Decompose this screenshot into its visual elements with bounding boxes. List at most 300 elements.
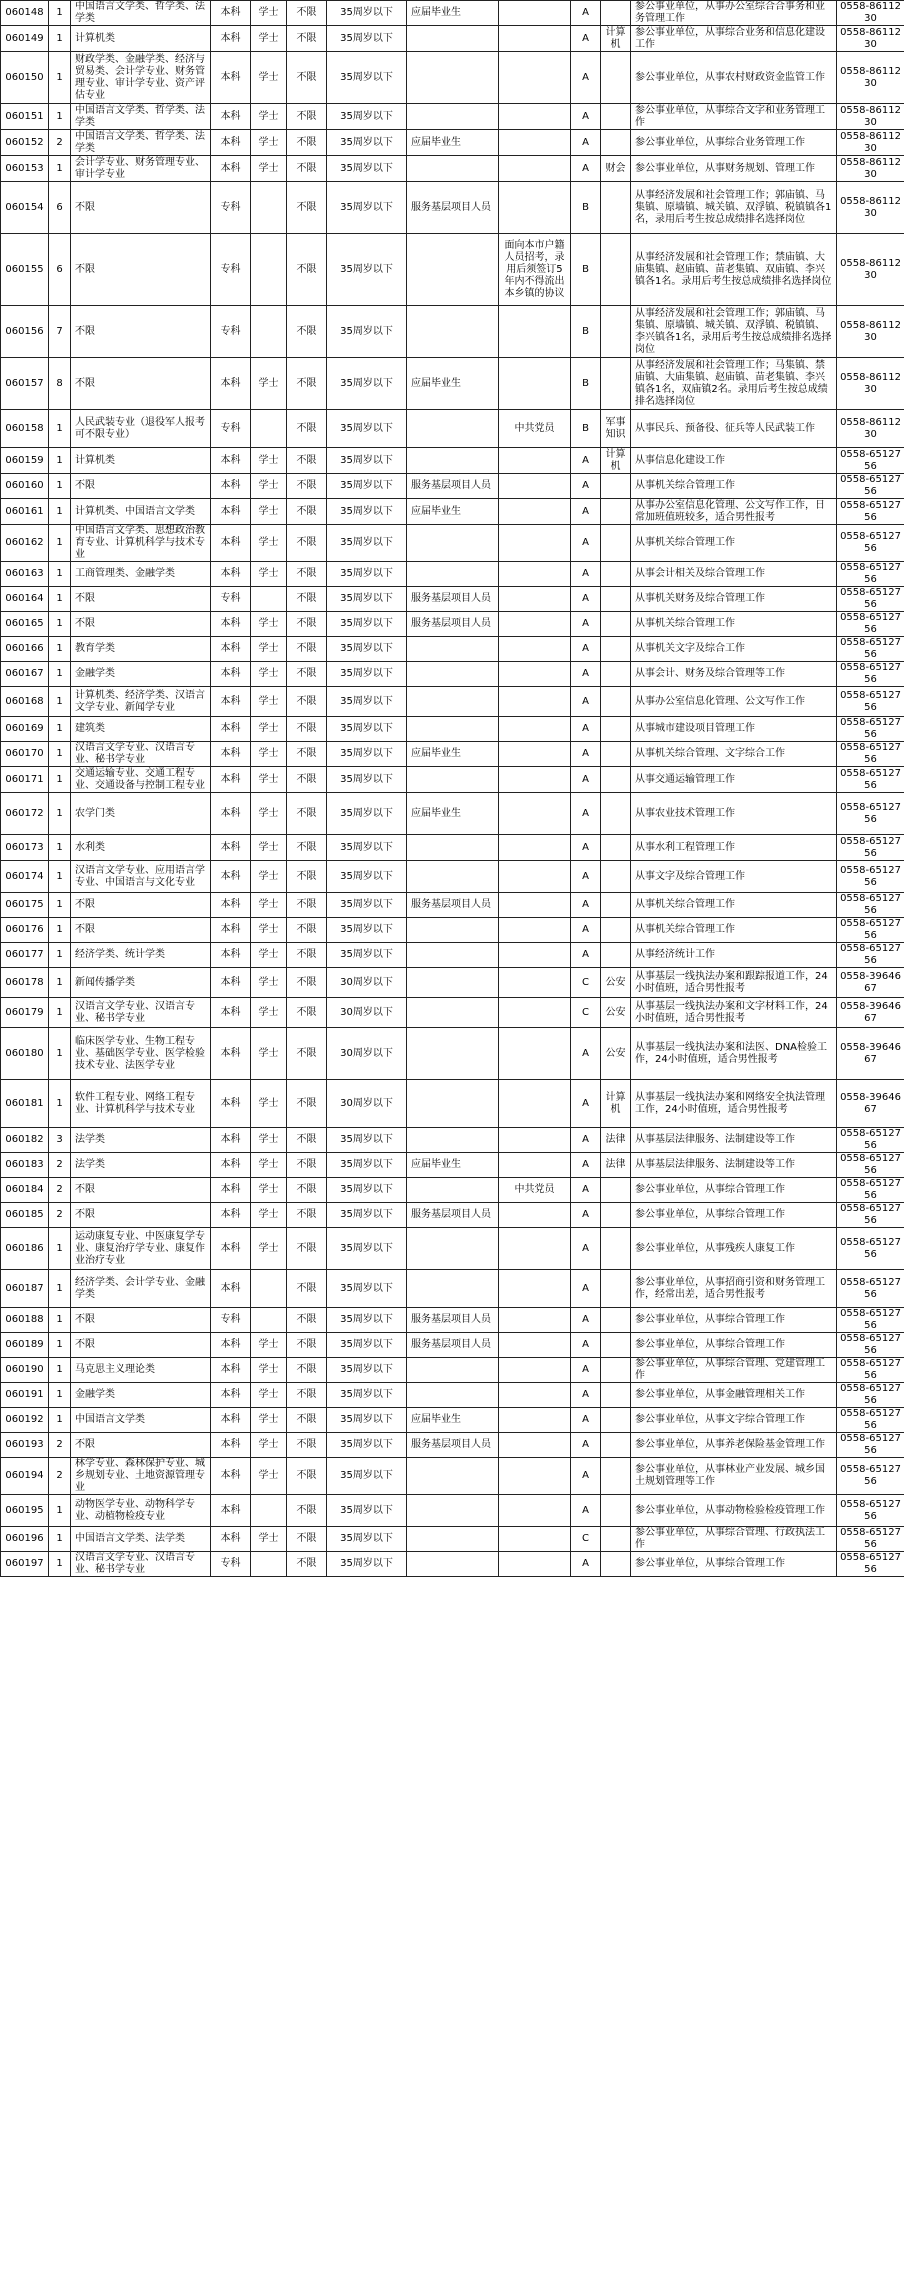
cell-exam: 计算机 xyxy=(601,448,631,474)
cell-count: 1 xyxy=(49,499,71,525)
cell-age: 35周岁以下 xyxy=(327,52,407,104)
cell-edu: 本科 xyxy=(211,52,251,104)
cell-exam xyxy=(601,1,631,26)
table-row xyxy=(1,1458,904,1495)
table-row xyxy=(1,306,904,358)
cell-pol: 不限 xyxy=(287,662,327,687)
table-row xyxy=(1,717,904,742)
table-row xyxy=(1,1552,904,1577)
cell-code: 060180 xyxy=(1,1028,49,1080)
cell-exam xyxy=(601,1358,631,1383)
cell-phone: 0558-6512756 xyxy=(837,587,904,612)
cell-pol: 不限 xyxy=(287,1080,327,1128)
table-row xyxy=(1,1,904,26)
cell-count: 7 xyxy=(49,306,71,358)
cell-edu: 本科 xyxy=(211,499,251,525)
cell-note: 参公事业单位，从事综合管理工作 xyxy=(631,1552,837,1577)
cell-age: 35周岁以下 xyxy=(327,1228,407,1270)
cell-exam: 法律 xyxy=(601,1128,631,1153)
cell-exam xyxy=(601,562,631,587)
cell-edu: 本科 xyxy=(211,918,251,943)
cell-note: 从事文字及综合管理工作 xyxy=(631,861,837,893)
cell-degree: 学士 xyxy=(251,104,287,130)
cell-age: 35周岁以下 xyxy=(327,1153,407,1178)
cell-count: 1 xyxy=(49,410,71,448)
cell-edu: 本科 xyxy=(211,1128,251,1153)
cell-phone: 0558-6512756 xyxy=(837,893,904,918)
cell-code: 060184 xyxy=(1,1178,49,1203)
cell-code: 060153 xyxy=(1,156,49,182)
cell-exam xyxy=(601,767,631,793)
cell-degree: 学士 xyxy=(251,1203,287,1228)
cell-edu: 本科 xyxy=(211,104,251,130)
cell-cond xyxy=(407,662,499,687)
table-row xyxy=(1,1228,904,1270)
cell-degree: 学士 xyxy=(251,156,287,182)
cell-cond xyxy=(407,918,499,943)
cell-cond xyxy=(407,1383,499,1408)
cell-code: 060155 xyxy=(1,234,49,306)
cell-count: 1 xyxy=(49,26,71,52)
cell-code: 060169 xyxy=(1,717,49,742)
cell-exam: 公安 xyxy=(601,968,631,998)
cell-code: 060170 xyxy=(1,742,49,767)
cell-phone: 0558-8611230 xyxy=(837,1,904,26)
cell-other xyxy=(499,835,571,861)
cell-edu: 本科 xyxy=(211,717,251,742)
cell-phone: 0558-8611230 xyxy=(837,26,904,52)
cell-count: 3 xyxy=(49,1128,71,1153)
cell-cond xyxy=(407,410,499,448)
table-row xyxy=(1,835,904,861)
cell-exam: 计算机 xyxy=(601,26,631,52)
cell-exam xyxy=(601,234,631,306)
cell-note: 从事办公室信息化管理、公文写作工作，日常加班值班较多，适合男性报考 xyxy=(631,499,837,525)
cell-phone: 0558-8611230 xyxy=(837,306,904,358)
cell-major: 中国语言文学类、思想政治教育专业、计算机科学与技术专业 xyxy=(71,525,211,562)
cell-cond: 应届毕业生 xyxy=(407,1,499,26)
cell-note: 参公事业单位，从事林业产业发展、城乡国土规划管理等工作 xyxy=(631,1458,837,1495)
cell-pol: 不限 xyxy=(287,1495,327,1527)
cell-cond xyxy=(407,1552,499,1577)
cell-phone: 0558-6512756 xyxy=(837,662,904,687)
cell-degree: 学士 xyxy=(251,998,287,1028)
cell-code: 060187 xyxy=(1,1270,49,1308)
cell-other xyxy=(499,587,571,612)
cell-cat: A xyxy=(571,104,601,130)
cell-cat: A xyxy=(571,52,601,104)
cell-code: 060189 xyxy=(1,1333,49,1358)
cell-code: 060194 xyxy=(1,1458,49,1495)
cell-other xyxy=(499,156,571,182)
cell-edu: 本科 xyxy=(211,893,251,918)
cell-note: 从事民兵、预备役、征兵等人民武装工作 xyxy=(631,410,837,448)
cell-age: 35周岁以下 xyxy=(327,448,407,474)
cell-note: 从事基层一线执法办案和网络安全执法管理工作，24小时值班，适合男性报考 xyxy=(631,1080,837,1128)
table-row xyxy=(1,234,904,306)
cell-degree xyxy=(251,1270,287,1308)
cell-degree: 学士 xyxy=(251,1358,287,1383)
cell-age: 35周岁以下 xyxy=(327,1333,407,1358)
table-row xyxy=(1,1433,904,1458)
cell-degree: 学士 xyxy=(251,835,287,861)
cell-phone: 0558-8611230 xyxy=(837,234,904,306)
cell-phone: 0558-6512756 xyxy=(837,499,904,525)
cell-cond: 应届毕业生 xyxy=(407,1408,499,1433)
cell-exam: 计算机 xyxy=(601,1080,631,1128)
cell-major: 新闻传播学类 xyxy=(71,968,211,998)
cell-count: 1 xyxy=(49,562,71,587)
table-row xyxy=(1,662,904,687)
cell-code: 060160 xyxy=(1,474,49,499)
cell-age: 35周岁以下 xyxy=(327,474,407,499)
cell-phone: 0558-8611230 xyxy=(837,156,904,182)
cell-edu: 专科 xyxy=(211,1552,251,1577)
cell-edu: 本科 xyxy=(211,1458,251,1495)
cell-degree: 学士 xyxy=(251,474,287,499)
cell-edu: 专科 xyxy=(211,182,251,234)
cell-cond xyxy=(407,306,499,358)
cell-pol: 不限 xyxy=(287,861,327,893)
cell-age: 35周岁以下 xyxy=(327,861,407,893)
cell-exam xyxy=(601,717,631,742)
table-row xyxy=(1,499,904,525)
cell-pol: 不限 xyxy=(287,104,327,130)
cell-major: 农学门类 xyxy=(71,793,211,835)
table-row xyxy=(1,474,904,499)
cell-degree: 学士 xyxy=(251,1153,287,1178)
cell-major: 交通运输专业、交通工程专业、交通设备与控制工程专业 xyxy=(71,767,211,793)
cell-degree: 学士 xyxy=(251,1458,287,1495)
cell-major: 不限 xyxy=(71,182,211,234)
cell-other xyxy=(499,1552,571,1577)
cell-major: 中国语言文学类、哲学类、法学类 xyxy=(71,1,211,26)
table-row xyxy=(1,410,904,448)
cell-phone: 0558-6512756 xyxy=(837,861,904,893)
cell-edu: 本科 xyxy=(211,767,251,793)
table-row xyxy=(1,525,904,562)
cell-other xyxy=(499,1383,571,1408)
cell-note: 参公事业单位，从事综合管理工作 xyxy=(631,1178,837,1203)
cell-other xyxy=(499,52,571,104)
cell-exam xyxy=(601,52,631,104)
cell-cond: 服务基层项目人员 xyxy=(407,1203,499,1228)
cell-age: 35周岁以下 xyxy=(327,130,407,156)
cell-cond xyxy=(407,968,499,998)
cell-note: 参公事业单位，从事综合业务和信息化建设工作 xyxy=(631,26,837,52)
cell-degree: 学士 xyxy=(251,861,287,893)
cell-phone: 0558-8611230 xyxy=(837,104,904,130)
cell-edu: 本科 xyxy=(211,1433,251,1458)
cell-cond: 服务基层项目人员 xyxy=(407,612,499,637)
cell-exam: 公安 xyxy=(601,1028,631,1080)
cell-phone: 0558-6512756 xyxy=(837,835,904,861)
cell-exam xyxy=(601,182,631,234)
cell-pol: 不限 xyxy=(287,1527,327,1552)
cell-phone: 0558-6512756 xyxy=(837,1153,904,1178)
cell-cond xyxy=(407,52,499,104)
cell-cat: A xyxy=(571,1433,601,1458)
cell-pol: 不限 xyxy=(287,742,327,767)
table-body xyxy=(1,1,904,1577)
cell-edu: 本科 xyxy=(211,1270,251,1308)
cell-degree: 学士 xyxy=(251,130,287,156)
cell-exam xyxy=(601,893,631,918)
cell-degree: 学士 xyxy=(251,687,287,717)
cell-phone: 0558-8611230 xyxy=(837,358,904,410)
cell-pol: 不限 xyxy=(287,835,327,861)
cell-count: 1 xyxy=(49,1,71,26)
cell-code: 060177 xyxy=(1,943,49,968)
cell-code: 060191 xyxy=(1,1383,49,1408)
cell-code: 060157 xyxy=(1,358,49,410)
cell-cat: A xyxy=(571,1178,601,1203)
cell-exam xyxy=(601,1527,631,1552)
table-row xyxy=(1,687,904,717)
cell-edu: 本科 xyxy=(211,1178,251,1203)
cell-age: 35周岁以下 xyxy=(327,499,407,525)
cell-age: 35周岁以下 xyxy=(327,717,407,742)
cell-age: 35周岁以下 xyxy=(327,410,407,448)
table-row xyxy=(1,26,904,52)
cell-degree: 学士 xyxy=(251,637,287,662)
cell-cond xyxy=(407,1128,499,1153)
cell-edu: 本科 xyxy=(211,662,251,687)
cell-phone: 0558-6512756 xyxy=(837,1495,904,1527)
cell-cat: A xyxy=(571,835,601,861)
cell-edu: 本科 xyxy=(211,1495,251,1527)
cell-other xyxy=(499,1228,571,1270)
cell-pol: 不限 xyxy=(287,918,327,943)
cell-pol: 不限 xyxy=(287,52,327,104)
cell-edu: 本科 xyxy=(211,448,251,474)
cell-phone: 0558-6512756 xyxy=(837,767,904,793)
cell-pol: 不限 xyxy=(287,1358,327,1383)
cell-major: 法学类 xyxy=(71,1153,211,1178)
cell-cond: 服务基层项目人员 xyxy=(407,1308,499,1333)
cell-major: 经济学类、统计学类 xyxy=(71,943,211,968)
cell-exam xyxy=(601,306,631,358)
cell-exam xyxy=(601,1495,631,1527)
cell-note: 从事城市建设项目管理工作 xyxy=(631,717,837,742)
cell-code: 060149 xyxy=(1,26,49,52)
cell-count: 8 xyxy=(49,358,71,410)
table-row xyxy=(1,156,904,182)
cell-pol: 不限 xyxy=(287,474,327,499)
cell-other xyxy=(499,943,571,968)
cell-degree: 学士 xyxy=(251,1,287,26)
cell-phone: 0558-6512756 xyxy=(837,525,904,562)
cell-age: 35周岁以下 xyxy=(327,793,407,835)
cell-count: 1 xyxy=(49,687,71,717)
cell-count: 1 xyxy=(49,1408,71,1433)
cell-phone: 0558-3964667 xyxy=(837,1080,904,1128)
cell-age: 35周岁以下 xyxy=(327,637,407,662)
cell-degree xyxy=(251,182,287,234)
cell-code: 060164 xyxy=(1,587,49,612)
cell-pol: 不限 xyxy=(287,499,327,525)
cell-major: 计算机类、中国语言文学类 xyxy=(71,499,211,525)
table-row xyxy=(1,1333,904,1358)
cell-degree: 学士 xyxy=(251,1178,287,1203)
cell-exam xyxy=(601,1270,631,1308)
cell-cat: A xyxy=(571,26,601,52)
cell-edu: 本科 xyxy=(211,835,251,861)
cell-cond: 服务基层项目人员 xyxy=(407,182,499,234)
cell-pol: 不限 xyxy=(287,358,327,410)
cell-code: 060188 xyxy=(1,1308,49,1333)
cell-phone: 0558-6512756 xyxy=(837,1552,904,1577)
cell-pol: 不限 xyxy=(287,156,327,182)
cell-pol: 不限 xyxy=(287,182,327,234)
cell-count: 1 xyxy=(49,1080,71,1128)
cell-major: 软件工程专业、网络工程专业、计算机科学与技术专业 xyxy=(71,1080,211,1128)
cell-code: 060167 xyxy=(1,662,49,687)
cell-exam: 公安 xyxy=(601,998,631,1028)
cell-degree: 学士 xyxy=(251,662,287,687)
cell-cat: A xyxy=(571,1128,601,1153)
cell-exam xyxy=(601,358,631,410)
table-row xyxy=(1,1383,904,1408)
cell-age: 35周岁以下 xyxy=(327,612,407,637)
cell-age: 35周岁以下 xyxy=(327,306,407,358)
cell-cond xyxy=(407,525,499,562)
cell-pol: 不限 xyxy=(287,1458,327,1495)
cell-code: 060181 xyxy=(1,1080,49,1128)
cell-major: 不限 xyxy=(71,1308,211,1333)
table-row xyxy=(1,130,904,156)
cell-code: 060192 xyxy=(1,1408,49,1433)
cell-other xyxy=(499,918,571,943)
cell-degree: 学士 xyxy=(251,358,287,410)
cell-note: 从事基层法律服务、法制建设等工作 xyxy=(631,1128,837,1153)
cell-other xyxy=(499,474,571,499)
cell-phone: 0558-6512756 xyxy=(837,1458,904,1495)
cell-cond xyxy=(407,717,499,742)
cell-note: 参公事业单位，从事综合管理工作 xyxy=(631,1308,837,1333)
cell-cond: 服务基层项目人员 xyxy=(407,893,499,918)
cell-other xyxy=(499,1495,571,1527)
cell-count: 1 xyxy=(49,1358,71,1383)
cell-exam xyxy=(601,687,631,717)
cell-age: 35周岁以下 xyxy=(327,1408,407,1433)
cell-count: 1 xyxy=(49,1228,71,1270)
cell-code: 060178 xyxy=(1,968,49,998)
cell-pol: 不限 xyxy=(287,767,327,793)
cell-degree: 学士 xyxy=(251,1408,287,1433)
cell-major: 汉语言文学专业、汉语言专业、秘书学专业 xyxy=(71,998,211,1028)
cell-major: 不限 xyxy=(71,918,211,943)
cell-degree: 学士 xyxy=(251,968,287,998)
cell-code: 060193 xyxy=(1,1433,49,1458)
cell-code: 060183 xyxy=(1,1153,49,1178)
cell-phone: 0558-6512756 xyxy=(837,474,904,499)
cell-other xyxy=(499,1153,571,1178)
cell-pol: 不限 xyxy=(287,525,327,562)
cell-age: 35周岁以下 xyxy=(327,1383,407,1408)
cell-other xyxy=(499,1433,571,1458)
cell-cond xyxy=(407,637,499,662)
cell-code: 060151 xyxy=(1,104,49,130)
cell-phone: 0558-6512756 xyxy=(837,1270,904,1308)
cell-edu: 本科 xyxy=(211,1383,251,1408)
cell-major: 动物医学专业、动物科学专业、动植物检疫专业 xyxy=(71,1495,211,1527)
cell-exam xyxy=(601,1408,631,1433)
cell-major: 不限 xyxy=(71,893,211,918)
table-row xyxy=(1,104,904,130)
cell-other xyxy=(499,562,571,587)
cell-pol: 不限 xyxy=(287,1433,327,1458)
table-row xyxy=(1,562,904,587)
cell-major: 会计学专业、财务管理专业、审计学专业 xyxy=(71,156,211,182)
table-row xyxy=(1,1080,904,1128)
cell-cat: A xyxy=(571,474,601,499)
table-row xyxy=(1,742,904,767)
cell-pol: 不限 xyxy=(287,1408,327,1433)
cell-code: 060150 xyxy=(1,52,49,104)
cell-edu: 本科 xyxy=(211,525,251,562)
cell-other xyxy=(499,1408,571,1433)
cell-note: 参公事业单位，从事财务规划、管理工作 xyxy=(631,156,837,182)
cell-count: 1 xyxy=(49,742,71,767)
cell-pol: 不限 xyxy=(287,893,327,918)
cell-count: 2 xyxy=(49,1458,71,1495)
cell-cond xyxy=(407,687,499,717)
cell-degree: 学士 xyxy=(251,1383,287,1408)
cell-cat: A xyxy=(571,1228,601,1270)
cell-degree: 学士 xyxy=(251,717,287,742)
cell-edu: 本科 xyxy=(211,1203,251,1228)
cell-pol: 不限 xyxy=(287,793,327,835)
cell-note: 从事基层一线执法办案和文字材料工作，24小时值班，适合男性报考 xyxy=(631,998,837,1028)
cell-cat: A xyxy=(571,637,601,662)
cell-phone: 0558-6512756 xyxy=(837,612,904,637)
cell-count: 1 xyxy=(49,587,71,612)
table-row xyxy=(1,968,904,998)
cell-phone: 0558-3964667 xyxy=(837,998,904,1028)
cell-edu: 本科 xyxy=(211,156,251,182)
cell-edu: 专科 xyxy=(211,1308,251,1333)
cell-other xyxy=(499,1358,571,1383)
cell-other xyxy=(499,499,571,525)
cell-cat: A xyxy=(571,1408,601,1433)
cell-cat: A xyxy=(571,499,601,525)
cell-phone: 0558-6512756 xyxy=(837,793,904,835)
cell-age: 35周岁以下 xyxy=(327,742,407,767)
table-row xyxy=(1,612,904,637)
cell-cat: A xyxy=(571,918,601,943)
cell-phone: 0558-6512756 xyxy=(837,1358,904,1383)
cell-other xyxy=(499,998,571,1028)
cell-major: 水利类 xyxy=(71,835,211,861)
cell-age: 35周岁以下 xyxy=(327,1128,407,1153)
cell-pol: 不限 xyxy=(287,1228,327,1270)
cell-pol: 不限 xyxy=(287,1203,327,1228)
cell-major: 计算机类 xyxy=(71,26,211,52)
cell-edu: 本科 xyxy=(211,1408,251,1433)
cell-code: 060175 xyxy=(1,893,49,918)
cell-age: 35周岁以下 xyxy=(327,1495,407,1527)
table-row xyxy=(1,943,904,968)
cell-degree: 学士 xyxy=(251,499,287,525)
cell-other xyxy=(499,1333,571,1358)
cell-phone: 0558-6512756 xyxy=(837,742,904,767)
cell-note: 从事经济发展和社会管理工作；马集镇、禁庙镇、大庙集镇、赵庙镇、苗老集镇、李兴镇各1名，双庙镇2名。录用后考生按总成绩排名选择岗位 xyxy=(631,358,837,410)
cell-major: 不限 xyxy=(71,612,211,637)
cell-age: 35周岁以下 xyxy=(327,156,407,182)
cell-major: 不限 xyxy=(71,1203,211,1228)
cell-pol: 不限 xyxy=(287,1,327,26)
